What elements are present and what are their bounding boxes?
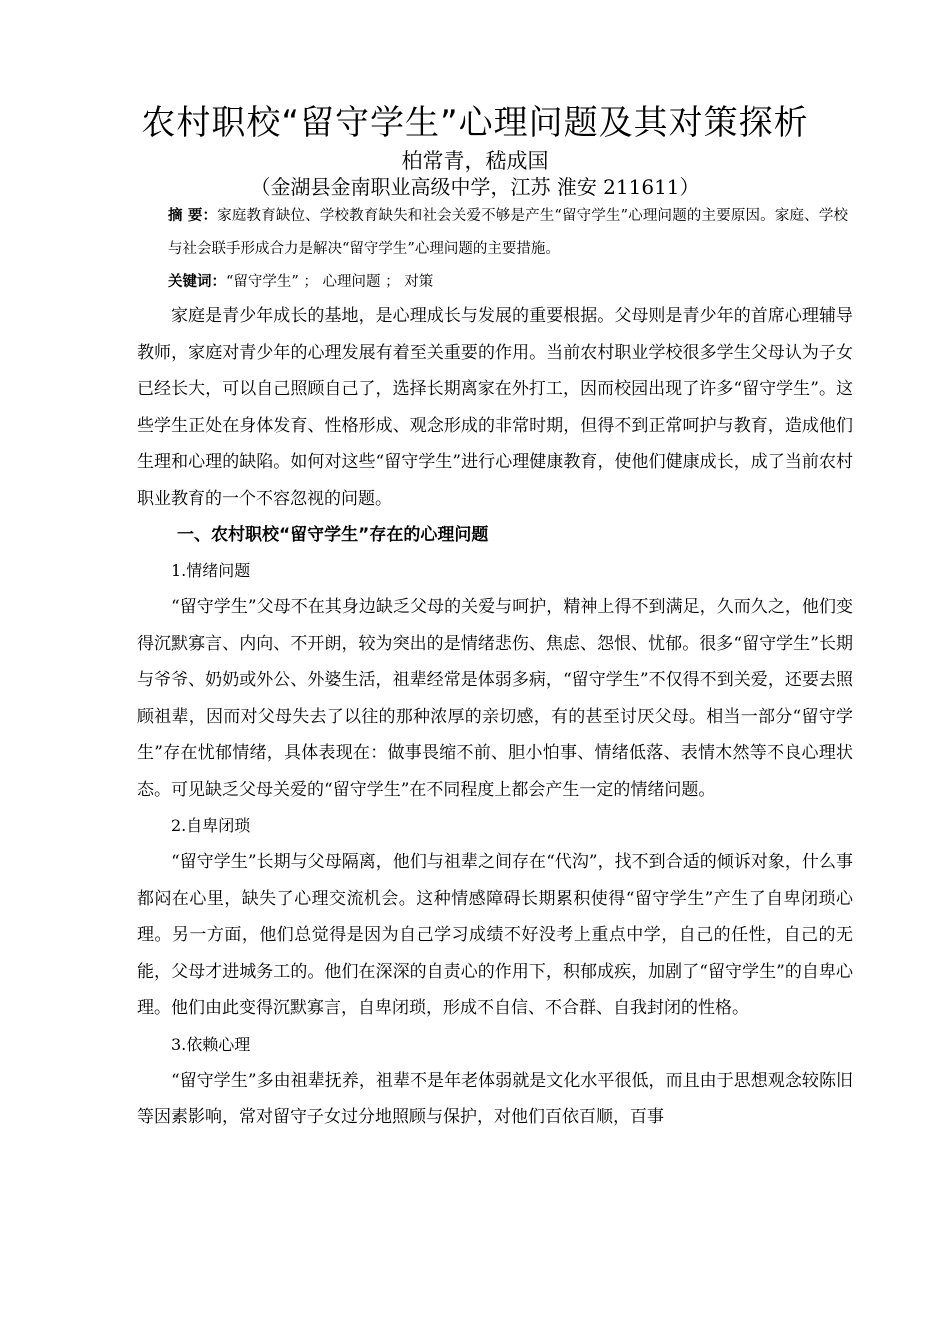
section-heading-1: 一、农村职校“留守学生”存在的心理问题 bbox=[177, 525, 489, 545]
paper-body bbox=[137, 298, 853, 1136]
subheading-1: 1.情绪问题 bbox=[171, 561, 251, 580]
intro-paragraph: 家庭是青少年成长的基地，是心理成长与发展的重要根据。父母则是青少年的首席心理辅导教师，家庭对青少年的心理发展有着至关重要的作用。当前农村职业学校很多学生父母认为子女已经长大，可以自己照顾自己了，选择长期离家在外打工，因而校园出现了许多“留守学生”。这些学生正处在身体发育、性格形成、观念形成的非常时期，但得不到正常呵护与教育，造成他们生理和心理的缺陷。如何对这些“留守学生”进行心理健康教育，使他们健康成长，成了当前农村职业教育的一个不容忽视的问题。 bbox=[137, 306, 853, 509]
subheading-3: 3.依赖心理 bbox=[171, 1034, 251, 1054]
paper-title: 农村职校“留守学生”心理问题及其对策探析 bbox=[141, 103, 809, 143]
paper-affiliation: （金湖县金南职业高级中学，江苏 淮安 211611） bbox=[250, 175, 700, 199]
paragraph-2: “留守学生”长期与父母隔离，他们与祖辈之间存在“代沟”，找不到合适的倾诉对象，什么事都闷在心里，缺失了心理交流机会。这种情感障碍长期累积使得“留守学生”产生了自卑闭琐心理。另一方面，他们总觉得是因为自己学习成绩不好没考上重点中学，自己的任性，自己的无能，父母才进城务工的。他们在深深的自责心的作用下，积郁成疾，加剧了“留守学生”的自卑心理。他们由此变得沉默寡言，自卑闭琐，形成不自信、不合群、自我封闭的性格。 bbox=[137, 852, 853, 1018]
abstract bbox=[168, 200, 848, 266]
keywords-text: “留守学生” ； 心理问题 ； 对策 bbox=[226, 274, 434, 290]
keywords-label: 关键词： bbox=[168, 274, 226, 290]
abstract-text: 家庭教育缺位、学校教育缺失和社会关爱不够是产生“留守学生”心理问题的主要原因。家庭、学校与社会联手形成合力是解决“留守学生”心理问题的主要措施。 bbox=[168, 208, 848, 257]
keywords bbox=[168, 268, 848, 296]
paper-authors: 柏常青，嵇成国 bbox=[401, 149, 549, 173]
paragraph-3: “留守学生”多由祖辈抚养，祖辈不是年老体弱就是文化水平很低，而且由于思想观念较陈旧等因素影响，常对留守子女过分地照顾与保护，对他们百依百顺，百事 bbox=[137, 1070, 853, 1127]
paragraph-1: “留守学生”父母不在其身边缺乏父母的关爱与呵护，精神上得不到满足，久而久之，他们变得沉默寡言、内向、不开朗，较为突出的是情绪悲伤、焦虑、怨恨、忧郁。很多“留守学生”长期与爷爷、奶奶或外公、外婆生活，祖辈经常是体弱多病，“留守学生”不仅得不到关爱，还要去照顾祖辈，因而对父母失去了以往的那种浓厚的亲切感，有的甚至讨厌父母。相当一部分“留守学生”存在忧郁情绪，具体表现在：做事畏缩不前、胆小怕事、情绪低落、表情木然等不良心理状态。可见缺乏父母关爱的“留守学生”在不同程度上都会产生一定的情绪问题。 bbox=[137, 597, 853, 800]
subheading-2: 2.自卑闭琐 bbox=[171, 816, 251, 835]
abstract-label: 摘 要： bbox=[168, 208, 218, 224]
